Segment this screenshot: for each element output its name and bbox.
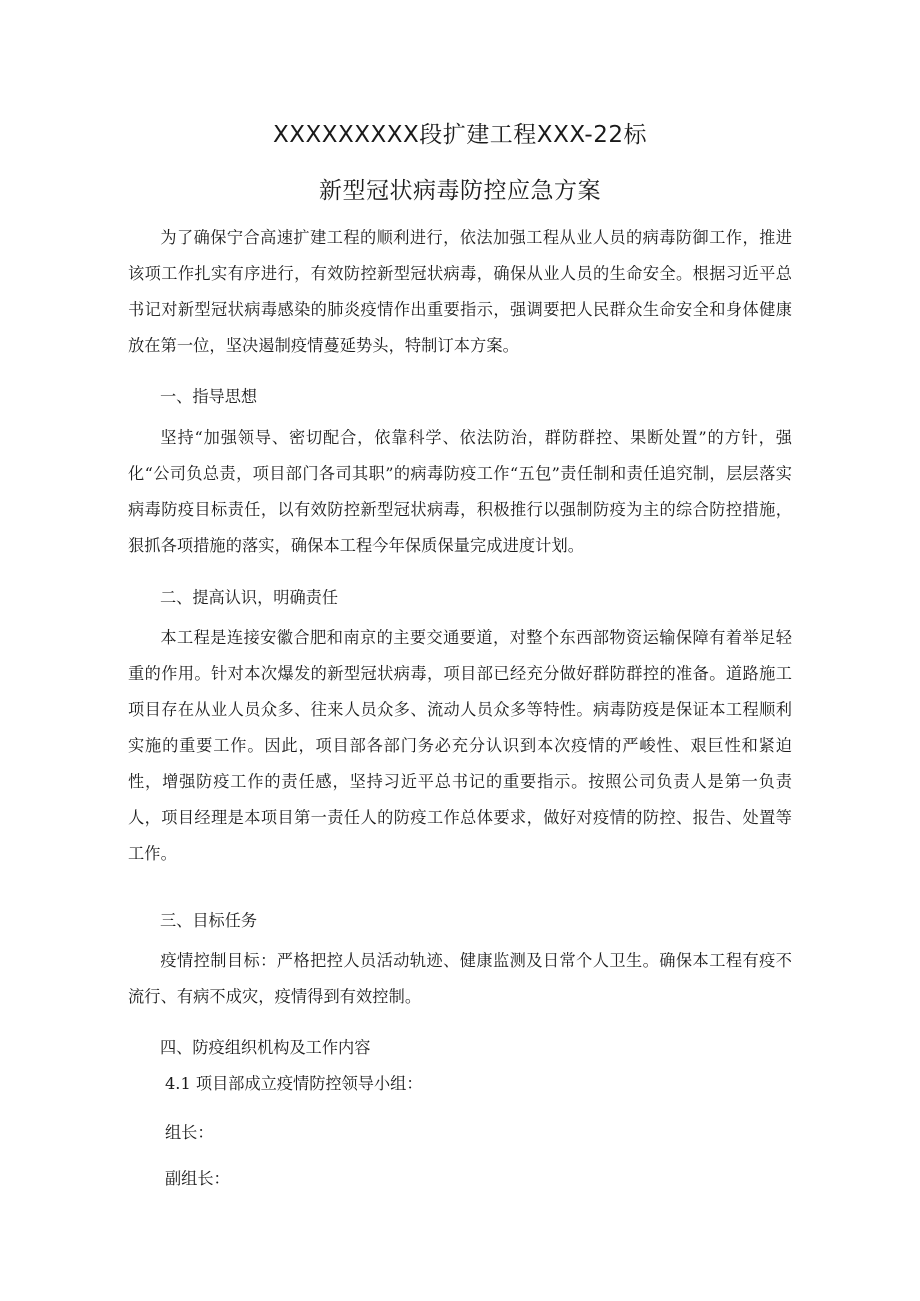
group-leader-label: 组长：: [165, 1123, 214, 1142]
section-3-body: 疫情控制目标：严格把控人员活动轨迹、健康监测及日常个人卫生。确保本工程有疫不流行、有病不成灾，疫情得到有效控制。: [128, 951, 792, 1006]
section-2-heading: 二、提高认识，明确责任: [160, 588, 339, 607]
deputy-leader-label: 副组长：: [165, 1169, 230, 1188]
section-1-body: 坚持“加强领导、密切配合，依靠科学、依法防治，群防群控、果断处置”的方针，强化“公司负总责，项目部门各司其职”的病毒防疫工作“五包”责任制和责任追究制，层层落实病毒防疫目标责任，以有效防控新型冠状病毒，积极推行以强制防疫为主的综合防控措施，狠抓各项措施的落实，确保本工程今年保质保量完成进度计划。: [128, 428, 792, 555]
intro-paragraph: 为了确保宁合高速扩建工程的顺利进行，依法加强工程从业人员的病毒防御工作，推进该项工作扎实有序进行，有效防控新型冠状病毒，确保从业人员的生命安全。根据习近平总书记对新型冠状病毒感染的肺炎疫情作出重要指示，强调要把人民群众生命安全和身体健康放在第一位，坚决遏制疫情蔓延势头，特制订本方案。: [128, 228, 792, 355]
section-2-body: 本工程是连接安徽合肥和南京的主要交通要道，对整个东西部物资运输保障有着举足轻重的作用。针对本次爆发的新型冠状病毒，项目部已经充分做好群防群控的准备。道路施工项目存在从业人员众多、往来人员众多、流动人员众多等特性。病毒防疫是保证本工程顺利实施的重要工作。因此，项目部各部门务必充分认识到本次疫情的严峻性、艰巨性和紧迫性，增强防疫工作的责任感，坚持习近平总书记的重要指示。按照公司负责人是第一负责人，项目经理是本项目第一责任人的防疫工作总体要求，做好对疫情的防控、报告、处置等工作。: [128, 628, 792, 863]
document-subtitle: 新型冠状病毒防控应急方案: [319, 178, 601, 204]
section-4-1-subheading: 4.1 项目部成立疫情防控领导小组：: [165, 1074, 423, 1093]
section-1-heading: 一、指导思想: [160, 387, 258, 406]
section-3-heading: 三、目标任务: [160, 911, 258, 930]
section-4-heading: 四、防疫组织机构及工作内容: [160, 1038, 371, 1057]
document-title: XXXXXXXXX段扩建工程XXX-22标: [273, 122, 647, 148]
